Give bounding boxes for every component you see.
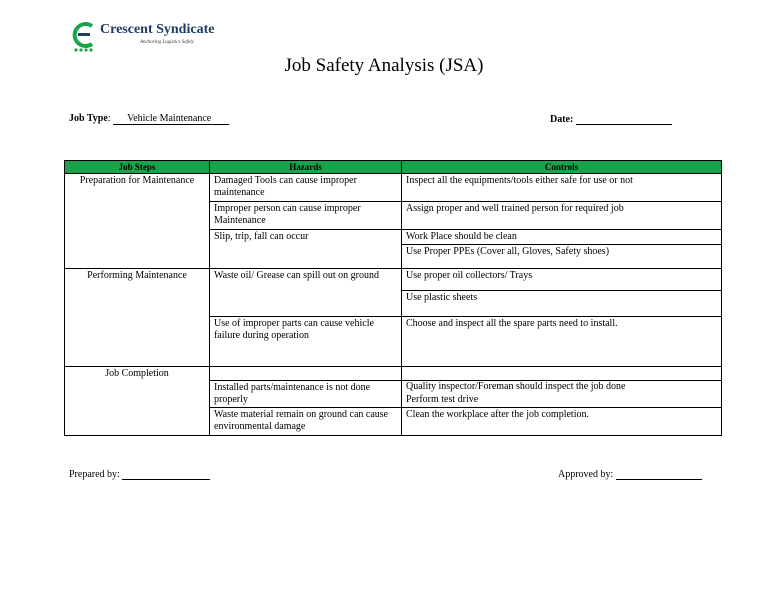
company-tagline: Anchoring Logistics Safely (140, 40, 194, 45)
prepared-by-signature-line[interactable] (122, 468, 210, 480)
control-cell: Clean the workplace after the job completion. (402, 408, 722, 436)
control-cell: Use proper oil collectors/ Trays (402, 269, 722, 291)
control-cell: Choose and inspect all the spare parts need to install. (402, 317, 722, 367)
table-header-row (65, 161, 722, 174)
control-cell: Assign proper and well trained person for required job (402, 202, 722, 230)
control-cell: Perform test drive (402, 394, 722, 408)
hazard-cell: Slip, trip, fall can occur (210, 230, 402, 269)
job-step-cell: Performing Maintenance (65, 269, 210, 367)
hazard-cell-empty (210, 367, 402, 381)
company-name: Crescent Syndicate (100, 22, 215, 37)
job-type-value[interactable]: Vehicle Maintenance (113, 113, 229, 125)
document-title: Job Safety Analysis (JSA) (284, 55, 484, 76)
col-header-controls: Controls (402, 161, 722, 174)
control-cell: Inspect all the equipments/tools either safe for use or not (402, 174, 722, 202)
col-header-job-steps: Job Steps (65, 161, 210, 174)
job-type-field: Job Type: Vehicle Maintenance (69, 113, 229, 124)
date-value[interactable] (576, 113, 672, 125)
job-type-label: Job Type (69, 113, 108, 124)
approved-by-label: Approved by: (558, 469, 614, 480)
col-header-hazards: Hazards (210, 161, 402, 174)
table-row (65, 174, 722, 202)
crescent-logo-icon (70, 20, 100, 52)
table-row (65, 269, 722, 291)
hazard-cell: Installed parts/maintenance is not done properly (210, 381, 402, 408)
control-cell: Use plastic sheets (402, 291, 722, 317)
job-step-cell: Preparation for Maintenance (65, 174, 210, 269)
control-cell: Work Place should be clean (402, 230, 722, 245)
hazard-cell: Waste oil/ Grease can spill out on ground (210, 269, 402, 317)
hazard-cell: Waste material remain on ground can cause environmental damage (210, 408, 402, 436)
control-cell: Use Proper PPEs (Cover all, Gloves, Safety shoes) (402, 245, 722, 269)
hazard-cell: Use of improper parts can cause vehicle failure during operation (210, 317, 402, 367)
table-row (65, 367, 722, 381)
control-cell-empty (402, 367, 722, 381)
control-cell: Quality inspector/Foreman should inspect the job done (402, 381, 722, 395)
jsa-table (64, 160, 722, 436)
company-logo (68, 20, 218, 54)
job-step-cell: Job Completion (65, 367, 210, 436)
approved-by-signature-line[interactable] (616, 468, 702, 480)
approved-by-field (558, 468, 702, 480)
hazard-cell: Damaged Tools can cause improper maintenance (210, 174, 402, 202)
date-field (550, 113, 672, 125)
prepared-by-label: Prepared by: (69, 469, 120, 480)
prepared-by-field (69, 468, 210, 480)
hazard-cell: Improper person can cause improper Maintenance (210, 202, 402, 230)
date-label: Date: (550, 114, 574, 125)
